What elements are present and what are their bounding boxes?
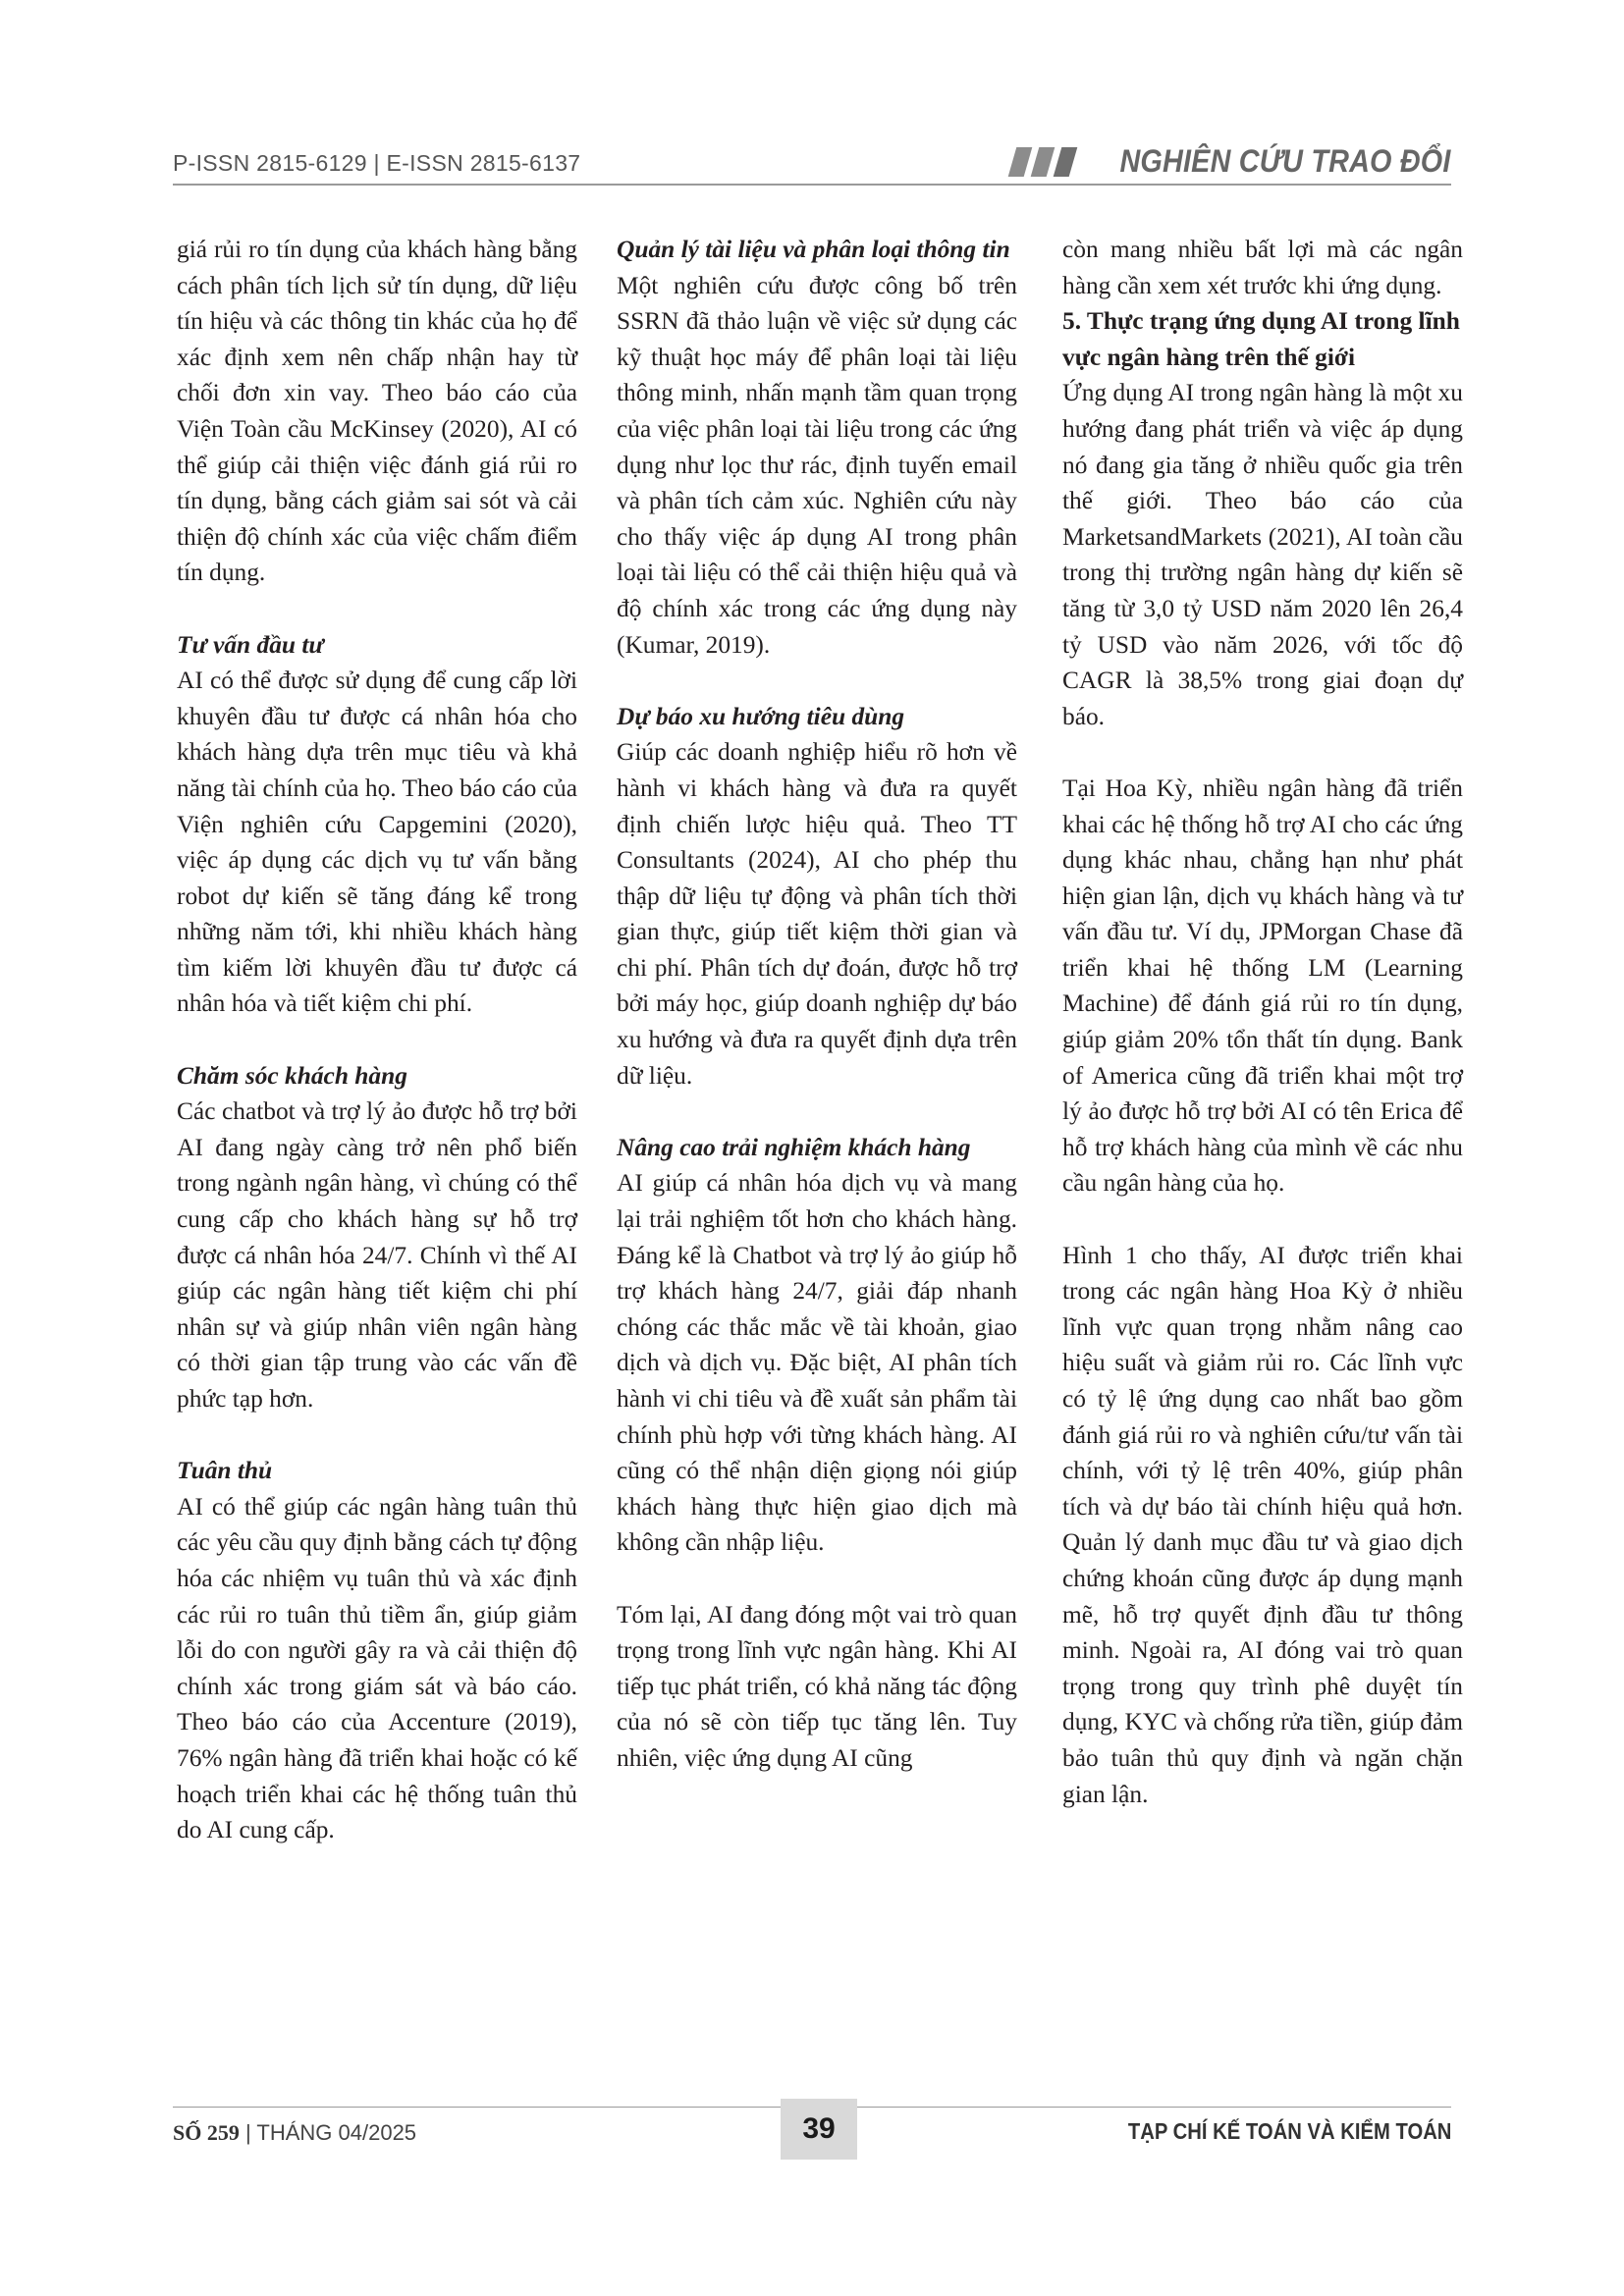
paragraph-customer-care: Các chatbot và trợ lý ảo được hỗ trợ bởi AI đang ngày càng trở nên phổ biến trong ngành ngân hàng, vì chúng có thể cung cấp cho khách hàng sự hỗ trợ được cá nhân hóa 24/7. Chính vì thế AI giúp các ngân hàng tiết kiệm chi phí nhân sự và giúp nhân viên ngân hàng có thời gian tập trung vào các vấn đề phức tạp hơn. [177,1097,577,1413]
column-2 [617,232,1017,1777]
column-3 [1062,232,1463,1812]
paragraph-consumer-forecast: Giúp các doanh nghiệp hiểu rõ hơn về hành vi khách hàng và đưa ra quyết định chiến lược hiệu quả. Theo TT Consultants (2024), AI cho phép thu thập dữ liệu tự động và phân tích thời gian thực, giúp tiết kiệm thời gian và chi phí. Phân tích dự đoán, được hỗ trợ bởi máy học, giúp doanh nghiệp dự báo xu hướng và đưa ra quyết định dựa trên dữ liệu. [617,738,1017,1090]
issue-info [173,2120,416,2146]
page-number: 39 [781,2099,857,2160]
heading-consumer-forecast: Dự báo xu hướng tiêu dùng [617,702,905,730]
issn-header: P-ISSN 2815-6129 | E-ISSN 2815-6137 [173,150,581,176]
paragraph-usa-banks: Tại Hoa Kỳ, nhiều ngân hàng đã triển khai các hệ thống hỗ trợ AI cho các ứng dụng khác nhau, chẳng hạn như phát hiện gian lận, dịch vụ khách hàng và tư vấn đầu tư. Ví dụ, JPMorgan Chase đã triển khai hệ thống LM (Learning Machine) để đánh giá rủi ro tín dụng, giúp giảm 20% tổn thất tín dụng. Bank of America cũng đã triển khai một trợ lý ảo được hỗ trợ bởi AI có tên Erica để hỗ trợ khách hàng của mình về các nhu cầu ngân hàng của họ. [1062,774,1463,1198]
paragraph-document-management: Một nghiên cứu được công bố trên SSRN đã thảo luận về việc sử dụng các kỹ thuật học máy để phân loại tài liệu thông minh, nhấn mạnh tầm quan trọng của việc phân loại tài liệu trong các ứng dụng như lọc thư rác, định tuyến email và phân tích cảm xúc. Nghiên cứu này cho thấy việc áp dụng AI trong phân loại tài liệu có thể cải thiện hiệu quả và độ chính xác trong các ứng dụng này (Kumar, 2019). [617,271,1017,659]
issue-number: SỐ 259 [173,2120,240,2145]
heading-document-management: Quản lý tài liệu và phân loại thông tin [617,236,1010,263]
section-header [1012,143,1451,180]
paragraph-continuation: còn mang nhiều bất lợi mà các ngân hàng cần xem xét trước khi ứng dụng. [1062,236,1463,299]
header-divider [173,184,1451,186]
paragraph-customer-experience: AI giúp cá nhân hóa dịch vụ và mang lại trải nghiệm tốt hơn cho khách hàng. Đáng kể là Chatbot và trợ lý ảo giúp hỗ trợ khách hàng 24/7, giải đáp nhanh chóng các thắc mắc về tài khoản, giao dịch và dịch vụ. Đặc biệt, AI phân tích hành vi chi tiêu và đề xuất sản phẩm tài chính phù hợp với từng khách hàng. AI cũng có thể nhận diện giọng nói giúp khách hàng thực hiện giao dịch mà không cần nhập liệu. [617,1169,1017,1557]
paragraph-figure-1: Hình 1 cho thấy, AI được triển khai trong các ngân hàng Hoa Kỳ ở nhiều lĩnh vực quan trọng nhằm nâng cao hiệu suất và giảm rủi ro. Các lĩnh vực có tỷ lệ ứng dụng cao nhất bao gồm đánh giá rủi ro và nghiên cứu/tư vấn tài chính, với tỷ lệ trên 40%, giúp phân tích và dự báo tài chính hiệu quả hơn. Quản lý danh mục đầu tư và giao dịch chứng khoán cũng được áp dụng mạnh mẽ, hỗ trợ quyết định đầu tư thông minh. Ngoài ra, AI đóng vai trò quan trọng trong quy trình phê duyệt tín dụng, KYC và chống rửa tiền, giúp đảm bảo tuân thủ quy định và ngăn chặn gian lận. [1062,1241,1463,1808]
heading-customer-care: Chăm sóc khách hàng [177,1061,407,1090]
heading-customer-experience: Nâng cao trải nghiệm khách hàng [617,1133,971,1161]
paragraph-compliance: AI có thể giúp các ngân hàng tuân thủ các yêu cầu quy định bằng cách tự động hóa các nhiệm vụ tuân thủ và xác định các rủi ro tuân thủ tiềm ẩn, giúp giảm lỗi do con người gây ra và cải thiện độ chính xác trong giám sát và báo cáo. Theo báo cáo của Accenture (2019), 76% ngân hàng đã triển khai hoặc có kế hoạch triển khai các hệ thống tuân thủ do AI cung cấp. [177,1492,577,1844]
heading-investment-advice: Tư vấn đầu tư [177,630,324,659]
column-1 [177,232,577,1848]
issue-date: | THÁNG 04/2025 [239,2120,417,2145]
heading-compliance: Tuân thủ [177,1457,273,1485]
journal-name: TẠP CHÍ KẾ TOÁN VÀ KIỂM TOÁN [1127,2118,1451,2144]
heading-section-5: 5. Thực trạng ứng dụng AI trong lĩnh vực ngân hàng trên thế giới [1062,307,1460,371]
paragraph-credit-risk: giá rủi ro tín dụng của khách hàng bằng cách phân tích lịch sử tín dụng, dữ liệu tín hiệu và các thông tin khác của họ để xác định xem nên chấp nhận hay từ chối đơn xin vay. Theo báo cáo của Viện Toàn cầu McKinsey (2020), AI có thể giúp cải thiện việc đánh giá rủi ro tín dụng, bằng cách giảm sai sót và cải thiện độ chính xác của việc chấm điểm tín dụng. [177,236,577,587]
paragraph-summary: Tóm lại, AI đang đóng một vai trò quan trọng trong lĩnh vực ngân hàng. Khi AI tiếp tục phát triển, có khả năng tác động của nó sẽ còn tiếp tục tăng lên. Tuy nhiên, việc ứng dụng AI cũng [617,1600,1017,1772]
section-title: NGHIÊN CỨU TRAO ĐỔI [1119,143,1451,179]
paragraph-global-trend: Ứng dụng AI trong ngân hàng là một xu hướng đang phát triển và việc áp dụng nó đang gia tăng ở nhiều quốc gia trên thế giới. Theo báo cáo của MarketsandMarkets (2021), AI toàn cầu trong thị trường ngân hàng dự kiến sẽ tăng từ 3,0 tỷ USD năm 2020 lên 26,4 tỷ USD vào năm 2026, với tốc độ CAGR là 38,5% trong giai đoạn dự báo. [1062,379,1463,730]
header-bars-icon [1012,147,1073,177]
paragraph-investment-advice: AI có thể được sử dụng để cung cấp lời khuyên đầu tư được cá nhân hóa cho khách hàng dựa trên mục tiêu và khả năng tài chính của họ. Theo báo cáo của Viện nghiên cứu Capgemini (2020), việc áp dụng các dịch vụ tư vấn bằng robot dự kiến sẽ tăng đáng kể trong những năm tới, khi nhiều khách hàng tìm kiếm lời khuyên đầu tư được cá nhân hóa và tiết kiệm chi phí. [177,667,577,1018]
